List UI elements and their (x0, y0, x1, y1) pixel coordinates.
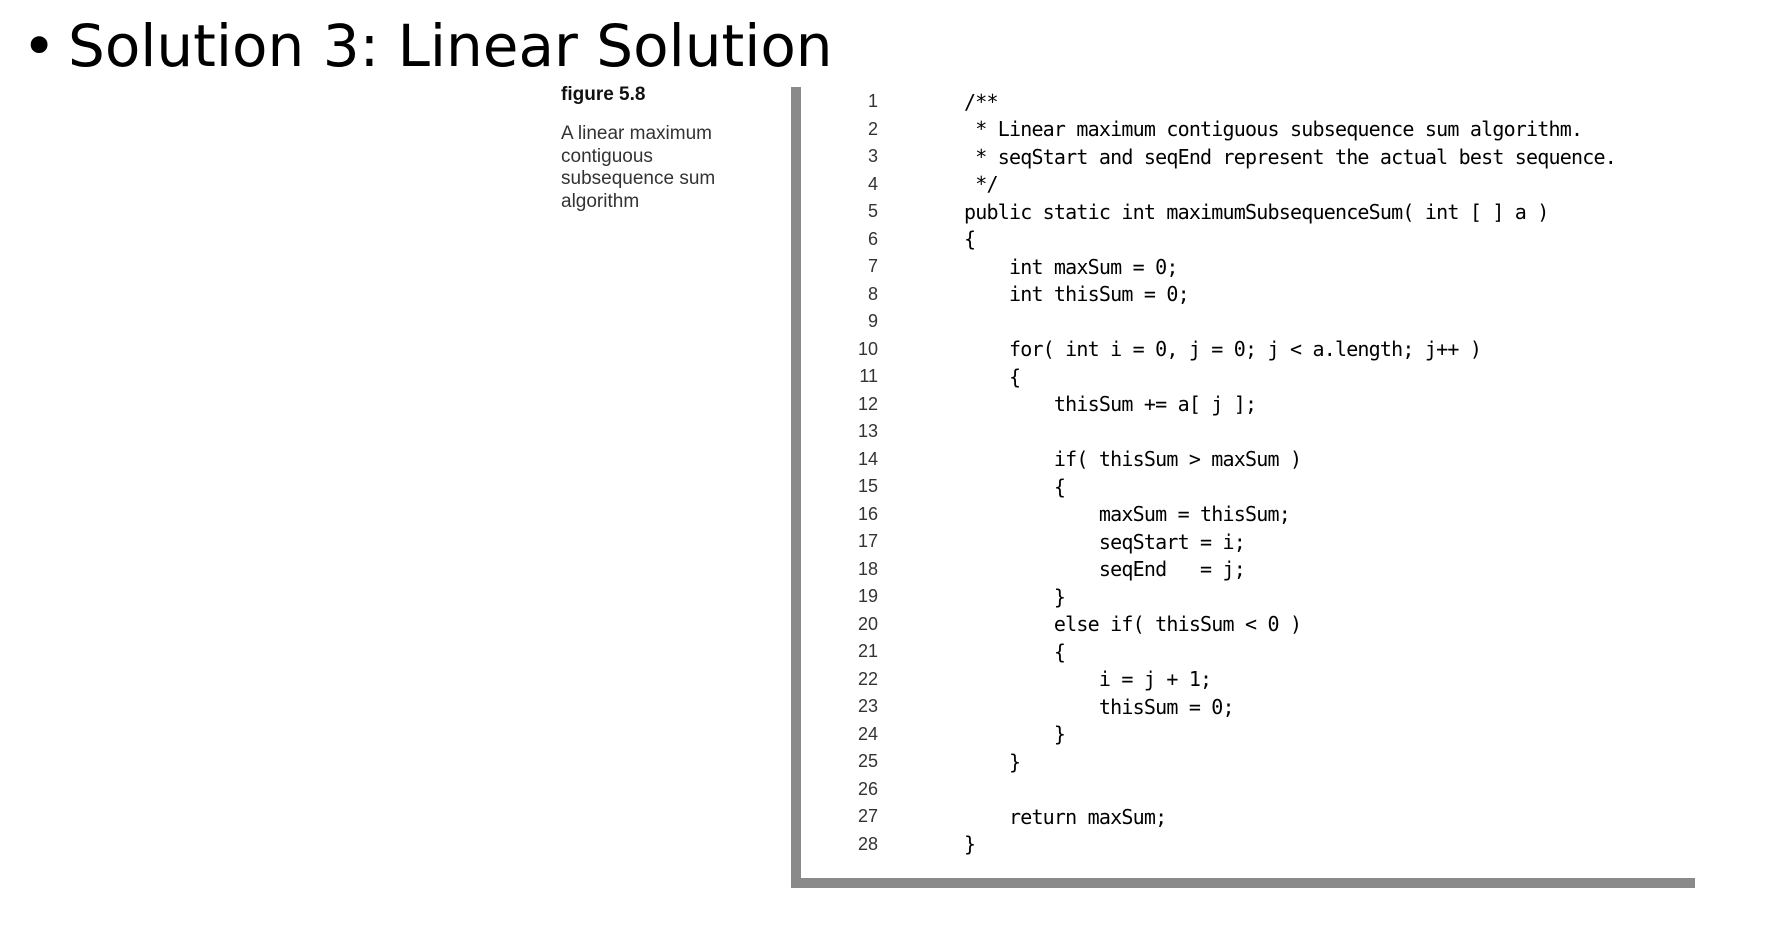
code-line (820, 116, 1616, 144)
line-number: 24 (857, 723, 878, 744)
line-number: 5 (867, 201, 878, 222)
code-text: * Linear maximum contiguous subsequence sum algorithm. (964, 117, 1583, 142)
code-line (820, 253, 1616, 281)
code-line (820, 446, 1616, 474)
code-text: return maxSum; (964, 804, 1167, 829)
code-text: if( thisSum > maxSum ) (964, 447, 1302, 472)
code-line (820, 556, 1616, 584)
code-text: } (964, 722, 1066, 747)
code-line (820, 693, 1616, 721)
line-number: 19 (857, 586, 878, 607)
code-line (820, 88, 1616, 116)
code-text: { (964, 639, 1066, 664)
code-line (820, 308, 1616, 336)
code-text: /** (964, 89, 998, 114)
code-text: { (964, 364, 1021, 389)
code-text: } (964, 749, 1021, 774)
code-line (820, 391, 1616, 419)
code-text: } (964, 584, 1066, 609)
code-line (820, 638, 1616, 666)
line-number: 14 (857, 448, 878, 469)
figure-label: figure 5.8 (561, 84, 646, 105)
line-number: 3 (867, 146, 878, 167)
slide-title-text: Solution 3: Linear Solution (68, 12, 833, 80)
code-line (820, 198, 1616, 226)
code-line (820, 776, 1616, 804)
line-number: 17 (857, 531, 878, 552)
code-text: i = j + 1; (964, 667, 1212, 692)
line-number: 28 (857, 833, 878, 854)
code-text: { (964, 474, 1066, 499)
code-line (820, 418, 1616, 446)
line-number: 21 (857, 641, 878, 662)
line-number: 2 (867, 118, 878, 139)
line-number: 22 (857, 668, 878, 689)
code-line (820, 171, 1616, 199)
line-number: 15 (857, 476, 878, 497)
code-text: thisSum = 0; (964, 694, 1234, 719)
code-text: int thisSum = 0; (964, 282, 1189, 307)
code-line (820, 583, 1616, 611)
bullet-icon: • (22, 12, 57, 80)
code-line (820, 226, 1616, 254)
line-number: 18 (857, 558, 878, 579)
code-text: } (964, 832, 976, 857)
line-number: 27 (857, 806, 878, 827)
code-line (820, 528, 1616, 556)
line-number: 9 (867, 311, 878, 332)
line-number: 20 (857, 613, 878, 634)
code-line (820, 336, 1616, 364)
line-number: 10 (857, 338, 878, 359)
code-text: else if( thisSum < 0 ) (964, 612, 1302, 637)
code-line (820, 363, 1616, 391)
line-number: 1 (867, 91, 878, 112)
line-number: 11 (859, 366, 878, 387)
line-number: 25 (857, 751, 878, 772)
code-text: thisSum += a[ j ]; (964, 392, 1257, 417)
code-text: int maxSum = 0; (964, 254, 1178, 279)
code-listing (820, 88, 1616, 858)
code-line (820, 666, 1616, 694)
code-text: public static int maximumSubsequenceSum( int [ ] a ) (964, 199, 1549, 224)
line-number: 7 (867, 256, 878, 277)
line-number: 23 (857, 696, 878, 717)
code-line (820, 831, 1616, 859)
line-number: 12 (857, 393, 878, 414)
figure-caption: A linear maximum contiguous subsequence sum algorithm (561, 123, 716, 212)
code-text: seqEnd = j; (964, 557, 1246, 582)
code-text: { (964, 227, 976, 252)
code-line (820, 281, 1616, 309)
code-line (820, 748, 1616, 776)
line-number: 13 (857, 421, 878, 442)
code-line (820, 611, 1616, 639)
code-text: maxSum = thisSum; (964, 502, 1290, 527)
code-text: for( int i = 0, j = 0; j < a.length; j++ ) (964, 337, 1482, 362)
code-text: seqStart = i; (964, 529, 1246, 554)
line-number: 26 (857, 778, 878, 799)
code-line (820, 721, 1616, 749)
line-number: 6 (867, 228, 878, 249)
code-line (820, 501, 1616, 529)
code-line (820, 473, 1616, 501)
line-number: 8 (867, 283, 878, 304)
line-number: 16 (857, 503, 878, 524)
code-line (820, 143, 1616, 171)
code-line (820, 803, 1616, 831)
slide-title (22, 8, 833, 84)
line-number: 4 (867, 173, 878, 194)
code-text: * seqStart and seqEnd represent the actual best sequence. (964, 144, 1616, 169)
code-text: */ (964, 172, 998, 197)
